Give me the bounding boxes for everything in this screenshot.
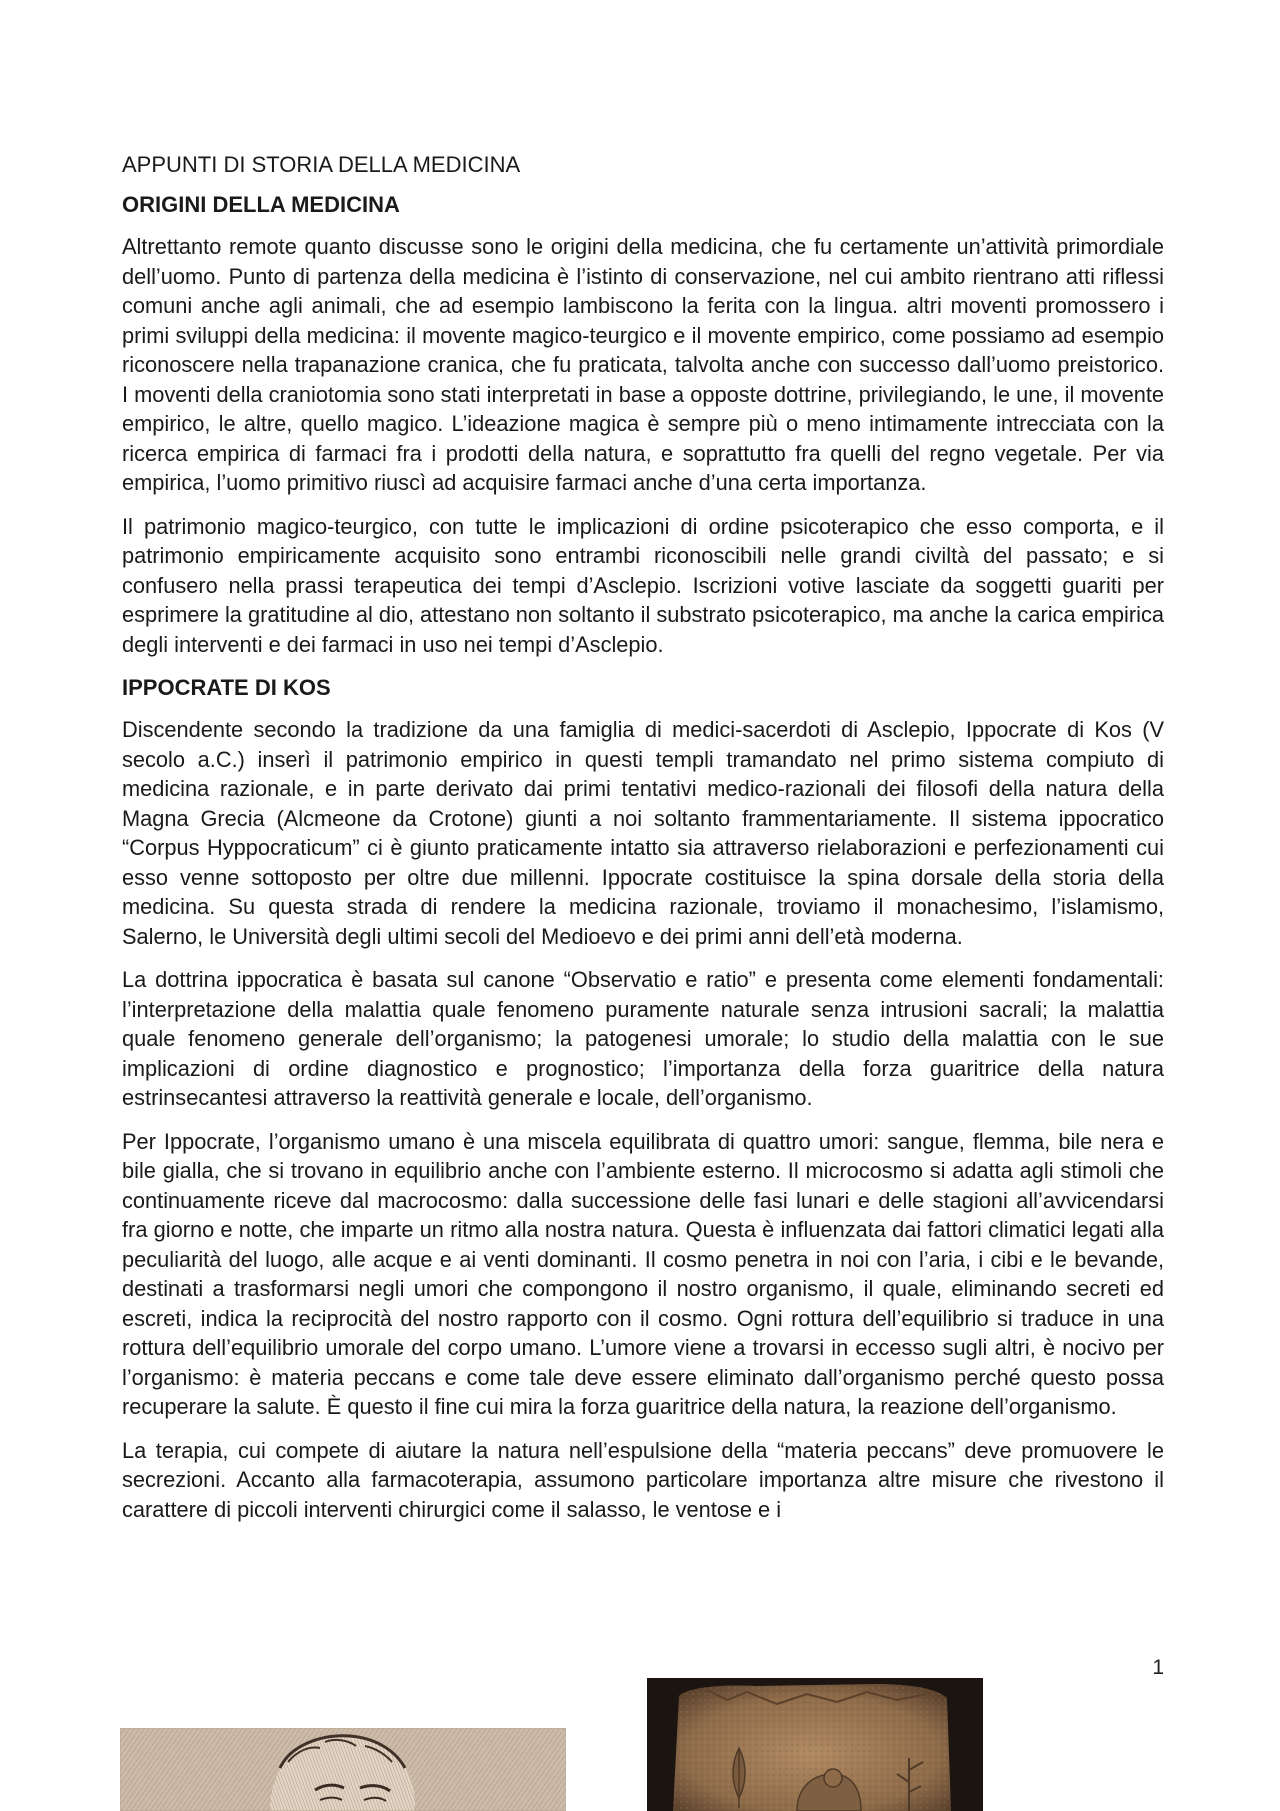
page-number: 1 — [1152, 1656, 1164, 1679]
portrait-engraving-icon — [120, 1728, 566, 1811]
document-title: APPUNTI DI STORIA DELLA MEDICINA — [122, 152, 521, 177]
paragraph: Altrettanto remote quanto discusse sono le origini della medicina, che fu certamente un’attività primordiale dell’uomo. Punto di partenza della medicina è l’istinto di conservazione, nel cui ambito rientrano atti riflessi comuni anche agli animali, che ad esempio lambiscono la ferita con la lingua. altri moventi promossero i primi sviluppi della medicina: il movente magico-teurgico e il movente empirico, come possiamo ad esempio riconoscere nella trapanazione cranica, che fu praticata, talvolta anche con successo dall’uomo preistorico. I moventi della craniotomia sono stati interpretati in base a opposte dottrine, privilegiando, le une, il movente empirico, le altre, quello magico. L’ideazione magica è sempre più o meno intimamente intrecciata con la ricerca empirica di farmaci fra i prodotti della natura, e soprattutto fra quelli del regno vegetale. Per via empirica, l’uomo primitivo riuscì ad acquisire farmaci anche d’una certa importanza. — [122, 234, 1164, 495]
paragraph: La terapia, cui compete di aiutare la natura nell’espulsione della “materia peccans” deve promuovere le secrezioni. Accanto alla farmacoterapia, assumono particolare importanza altre misure che rivestono il carattere di piccoli interventi chirurgici come il salasso, le ventose e i — [122, 1437, 1164, 1522]
stone-relief-icon — [647, 1678, 983, 1811]
votive-relief-image — [647, 1678, 983, 1811]
page-content — [122, 150, 1164, 1675]
paragraph: Discendente secondo la tradizione da una famiglia di medici-sacerdoti di Asclepio, Ippocrate di Kos (V secolo a.C.) inserì il patrimonio empirico in questi templi tramandato nel primo sistema compiuto di medicina razionale, e in parte derivato dai primi tentativi medico-razionali dei filosofi della natura della Magna Grecia (Alcmeone da Crotone) giunti a noi soltanto frammentariamente. Il sistema ippocratico “Corpus Hyppocraticum” ci è giunto praticamente intatto sia attraverso rielaborazioni e perfezionamenti cui esso venne sottoposto per oltre due millenni. Ippocrate costituisce la spina dorsale della storia della medicina. Su questa strada di rendere la medicina razionale, troviamo il monachesimo, l’islamismo, Salerno, le Università degli ultimi secoli del Medioevo e dei primi anni dell’età moderna. — [122, 717, 1164, 949]
section-heading-ippocrate: IPPOCRATE DI KOS — [122, 675, 331, 700]
hippocrates-portrait-image — [120, 1728, 566, 1811]
paragraph: Il patrimonio magico-teurgico, con tutte le implicazioni di ordine psicoterapico che esso comporta, e il patrimonio empiricamente acquisito sono entrambi riconoscibili nelle grandi civiltà del passato; e si confusero nella prassi terapeutica dei tempi d’Asclepio. Iscrizioni votive lasciate da soggetti guariti per esprimere la gratitudine al dio, attestano non soltanto il substrato psicoterapico, ma anche la carica empirica degli interventi e dei farmaci in uso nei tempi d’Asclepio. — [122, 513, 1164, 657]
section-heading-origini: ORIGINI DELLA MEDICINA — [122, 192, 400, 217]
paragraph: Per Ippocrate, l’organismo umano è una miscela equilibrata di quattro umori: sangue, flemma, bile nera e bile gialla, che si trovano in equilibrio anche con l’ambiente esterno. Il microcosmo si adatta agli stimoli che continuamente riceve dal macrocosmo: dalla successione delle fasi lunari e delle stagioni all’avvicendarsi fra giorno e notte, che imparte un ritmo alla nostra natura. Questa è influenzata dai fattori climatici legati alla peculiarità del luogo, alle acque e ai venti dominanti. Il cosmo penetra in noi con l’aria, i cibi e le bevande, destinati a trasformarsi negli umori che compongono il nostro organismo, il quale, eliminando secreti ed escreti, indica la reciprocità del nostro rapporto con il cosmo. Ogni rottura dell’equilibrio si traduce in una rottura dell’equilibrio umorale del corpo umano. L’umore viene a trovarsi in eccesso sugli altri, è nocivo per l’organismo: è materia peccans e come tale deve essere eliminato dall’organismo perché questo possa recuperare la salute. È questo il fine cui mira la forza guaritrice della natura, la reazione dell’organismo. — [122, 1128, 1164, 1419]
paragraph: La dottrina ippocratica è basata sul canone “Observatio e ratio” e presenta come elementi fondamentali: l’interpretazione della malattia quale fenomeno puramente naturale senza intrusioni sacrali; la malattia quale fenomeno generale dell’organismo; la patogenesi umorale; lo studio della malattia con le sue implicazioni di ordine diagnostico e prognostico; l’importanza della forza guaritrice della natura estrinsecantesi attraverso la reattività generale e locale, dell’organismo. — [122, 967, 1164, 1110]
